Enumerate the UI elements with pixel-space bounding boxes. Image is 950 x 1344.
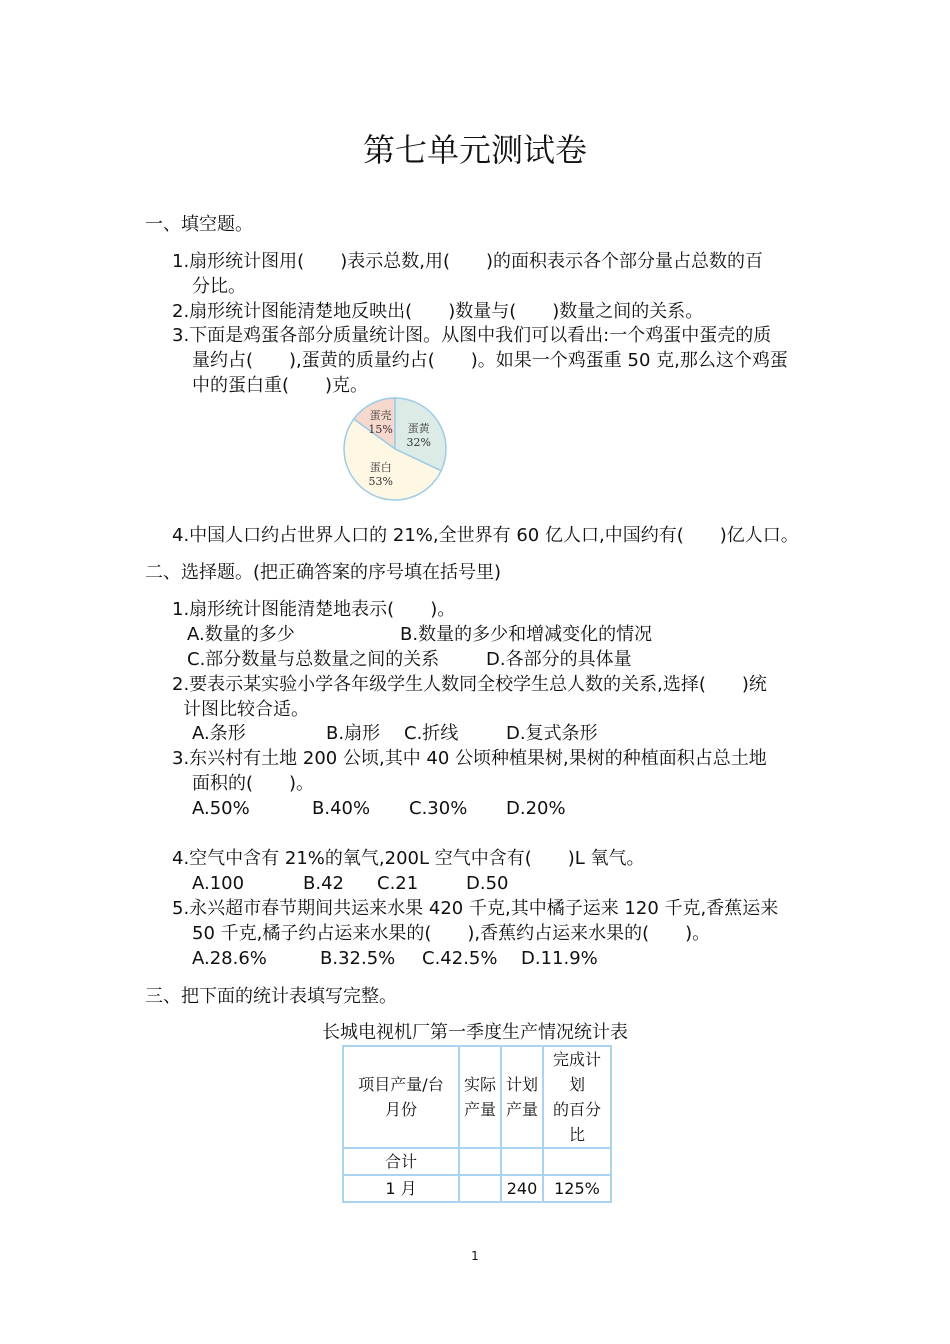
header-percent [543,1046,611,1148]
table-caption: 长城电视机厂第一季度生产情况统计表 [322,1022,628,1043]
table-row [343,1175,611,1202]
s1-q4: 4.中国人口约占世界人口的 21%,全世界有 60 亿人口,中国约有( )亿人口。 [172,525,799,546]
s2-q5-option-c: C.42.5% [422,948,498,969]
pie-label-0: 蛋壳 [369,408,392,422]
s2-q5-option-b: B.32.5% [320,948,396,969]
pie-label-1: 蛋黄 [407,421,430,435]
s2-q5-line2: 50 千克,橘子约占运来水果的( ),香蕉约占运来水果的( )。 [192,923,711,944]
s1-q3-line2: 量约占( ),蛋黄的质量约占( )。如果一个鸡蛋重 50 克,那么这个鸡蛋 [192,350,788,371]
section3-heading: 三、把下面的统计表填写完整。 [145,986,397,1007]
s2-q2-line1: 2.要表示某实验小学各年级学生人数同全校学生总人数的关系,选择( )统 [172,674,767,695]
s2-q3-line2: 面积的( )。 [192,773,315,794]
s2-q3-option-a: A.50% [192,798,250,819]
s1-q3-line1: 3.下面是鸡蛋各部分质量统计图。从图中我们可以看出:一个鸡蛋中蛋壳的质 [172,325,772,346]
s2-q1-option-b: B.数量的多少和增减变化的情况 [400,624,653,645]
s2-q1-option-d: D.各部分的具体量 [486,649,632,670]
s2-q1: 1.扇形统计图能清楚地表示( )。 [172,599,456,620]
header-c3-line2: 产量 [505,1100,538,1119]
s2-q5-option-d: D.11.9% [521,948,598,969]
header-c1-line2: 月份 [384,1100,417,1119]
header-actual [459,1046,501,1148]
header-c1-line1: 项目产量/台 [358,1075,444,1094]
s1-q3-line3: 中的蛋白重( )克。 [192,375,369,396]
s2-q2-option-a: A.条形 [192,723,246,744]
s2-q1-option-a: A.数量的多少 [187,624,295,645]
pie-label-2: 蛋白 [369,461,392,475]
s2-q3-option-c: C.30% [409,798,468,819]
header-c4-line4: 比 [568,1125,585,1144]
header-c2-line1: 实际 [463,1075,496,1094]
s1-q1-line2: 分比。 [192,276,246,297]
page-number: 1 [471,1249,479,1263]
s2-q3-line1: 3.东兴村有土地 200 公顷,其中 40 公顷种植果树,果树的种植面积占总土地 [172,748,767,769]
s1-q2: 2.扇形统计图能清楚地反映出( )数量与( )数量之间的关系。 [172,301,704,322]
cell-month: 合计 [343,1148,459,1175]
s2-q4-option-a: A.100 [192,873,245,894]
cell-plan[interactable] [501,1148,543,1175]
header-c4-line3: 的百分 [552,1100,601,1119]
s2-q4-option-d: D.50 [466,873,509,894]
page-title: 第七单元测试卷 [362,131,587,169]
header-c2-line2: 产量 [463,1100,496,1119]
cell-percent[interactable] [543,1148,611,1175]
s2-q3-option-b: B.40% [312,798,371,819]
header-item-month [343,1046,459,1148]
header-plan [501,1046,543,1148]
pie-value-label-1: 32% [406,435,431,449]
header-c4-line2: 划 [568,1075,585,1094]
pie-value-label-0: 15% [368,422,393,436]
s2-q2-line2: 计图比较合适。 [183,699,309,720]
s2-q4-option-b: B.42 [303,873,344,894]
s2-q2-option-c: C.折线 [404,723,459,744]
cell-month: 1 月 [343,1175,459,1202]
s2-q5-option-a: A.28.6% [192,948,267,969]
section2-heading: 二、选择题。(把正确答案的序号填在括号里) [145,562,502,583]
header-c4-line1: 完成计 [552,1050,601,1069]
s2-q5-line1: 5.永兴超市春节期间共运来水果 420 千克,其中橘子运来 120 千克,香蕉运来 [172,898,779,919]
table-header-row [343,1046,611,1148]
s2-q3-option-d: D.20% [506,798,566,819]
s2-q4-option-c: C.21 [377,873,419,894]
s2-q1-option-c: C.部分数量与总数量之间的关系 [187,649,440,670]
cell-actual[interactable] [459,1148,501,1175]
pie-value-label-2: 53% [368,475,393,489]
cell-actual[interactable] [459,1175,501,1202]
s1-q1-line1: 1.扇形统计图用( )表示总数,用( )的面积表示各个部分量占总数的百 [172,251,763,272]
egg-pie-chart [340,394,450,504]
table-row [343,1148,611,1175]
s2-q4: 4.空气中含有 21%的氧气,200L 空气中含有( )L 氧气。 [172,848,645,869]
header-c3-line1: 计划 [505,1075,538,1094]
s2-q2-option-d: D.复式条形 [506,723,598,744]
cell-percent: 125% [543,1175,611,1202]
s2-q2-option-b: B.扇形 [326,723,381,744]
section1-heading: 一、填空题。 [145,214,253,235]
production-table [342,1045,612,1203]
cell-plan: 240 [501,1175,543,1202]
